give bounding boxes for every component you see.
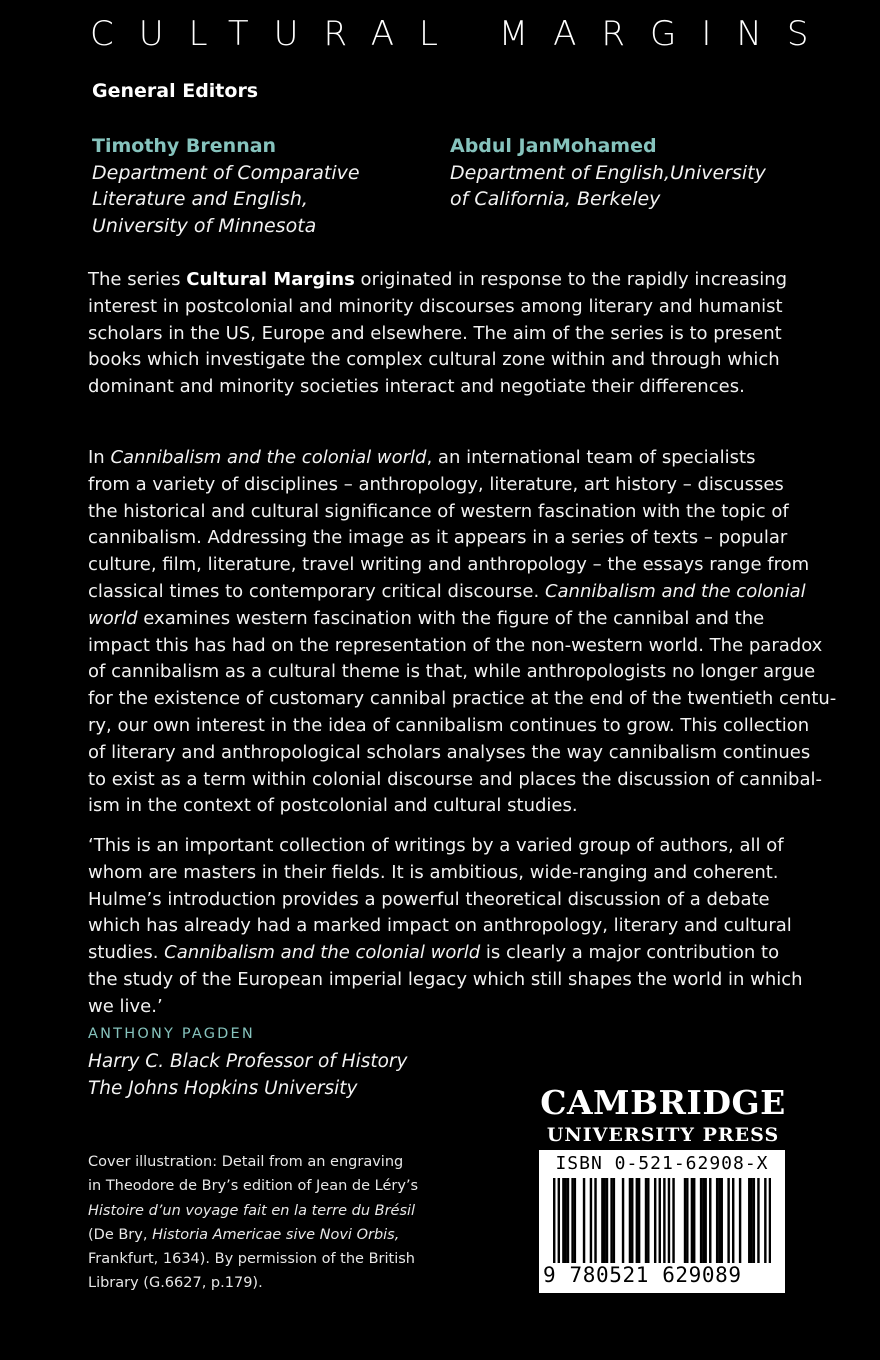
text-run: is clearly a major contribution to bbox=[480, 942, 780, 964]
editor-name: Timothy Brennan bbox=[92, 135, 277, 157]
credit-line: Frankfurt, 1634). By permission of the British bbox=[88, 1251, 415, 1268]
credit-line: Cover illustration: Detail from an engraving bbox=[88, 1154, 404, 1170]
paragraph-line: scholars in the US, Europe and elsewhere. The aim of the series is to present bbox=[88, 322, 782, 344]
paragraph-line bbox=[88, 445, 793, 472]
paragraph-line: from a variety of disciplines – anthropology, literature, art history – discusses bbox=[88, 473, 784, 495]
paragraph-line: for the existence of customary cannibal practice at the end of the twentieth centu- bbox=[88, 688, 837, 710]
barcode-bar bbox=[739, 1178, 741, 1266]
barcode-bar bbox=[631, 1178, 633, 1266]
paragraph-line: dominant and minority societies interact and negotiate their differences. bbox=[88, 376, 745, 398]
barcode-bar bbox=[622, 1178, 624, 1266]
book-title: Cannibalism and the colonial world bbox=[110, 447, 427, 468]
editor-dept-line: Literature and English, bbox=[92, 188, 308, 210]
reviewer-affiliation bbox=[88, 1048, 408, 1102]
barcode-bar bbox=[571, 1178, 573, 1266]
barcode-bar bbox=[636, 1178, 638, 1266]
paragraph-line: culture, film, literature, travel writing and anthropology – the essays range from bbox=[88, 554, 810, 576]
barcode-bar bbox=[645, 1178, 647, 1266]
barcode-bar bbox=[691, 1178, 693, 1266]
affiliation-line: The Johns Hopkins University bbox=[88, 1078, 358, 1099]
barcode-bar bbox=[732, 1178, 734, 1266]
credit-line bbox=[88, 1223, 418, 1247]
barcode-bar bbox=[562, 1178, 564, 1266]
barcode-bar bbox=[590, 1178, 592, 1266]
barcode-bar bbox=[610, 1178, 612, 1266]
paragraph-line: impact this has had on the representation of the non-western world. The paradox bbox=[88, 634, 823, 656]
text-run: studies. bbox=[88, 942, 165, 964]
barcode-bar bbox=[716, 1178, 718, 1266]
paragraph-line: ‘This is an important collection of writings by a varied group of authors, all of bbox=[88, 835, 784, 856]
barcode-bar bbox=[757, 1178, 759, 1266]
barcode-bar bbox=[684, 1178, 686, 1266]
editor-dept-line: of California, Berkeley bbox=[450, 188, 661, 210]
cover-credit bbox=[88, 1150, 418, 1296]
paragraph-line: cannibalism. Addressing the image as it appears in a series of texts – popular bbox=[88, 527, 788, 549]
review-quote bbox=[88, 833, 803, 1021]
barcode-bar bbox=[567, 1178, 569, 1266]
paragraph-line: of cannibalism as a cultural theme is that, while anthropologists no longer argue bbox=[88, 661, 816, 683]
text-run: , an international team of specialists bbox=[426, 447, 756, 468]
editor-brennan bbox=[92, 133, 422, 239]
barcode-bar bbox=[709, 1178, 711, 1266]
series-title: CULTURAL MARGINS bbox=[90, 14, 834, 54]
barcode-bar bbox=[686, 1178, 688, 1266]
barcode-bar bbox=[753, 1178, 755, 1266]
editor-dept-line: Department of Comparative bbox=[92, 161, 360, 184]
paragraph-line: ry, our own interest in the idea of cannibalism continues to grow. This collection bbox=[88, 714, 810, 736]
barcode-bar bbox=[564, 1178, 566, 1266]
barcode-bar bbox=[647, 1178, 649, 1266]
barcode-bar bbox=[654, 1178, 656, 1266]
paragraph-line: Hulme’s introduction provides a powerful theoretical discussion of a debate bbox=[88, 888, 770, 910]
paragraph-line bbox=[88, 606, 793, 633]
paragraph-line: the historical and cultural significance of western fascination with the topic of bbox=[88, 500, 789, 522]
editor-department bbox=[450, 160, 790, 213]
credit-line: in Theodore de Bry’s edition of Jean de Léry’s bbox=[88, 1178, 419, 1195]
barcode-bar bbox=[672, 1178, 674, 1266]
text-run: (De Bry, bbox=[88, 1226, 153, 1243]
reviewer-name: ANTHONY PAGDEN bbox=[88, 1026, 255, 1042]
paragraph-line: whom are masters in their fields. It is ambitious, wide-ranging and coherent. bbox=[88, 861, 779, 883]
paragraph-line bbox=[88, 940, 793, 967]
barcode-bar bbox=[574, 1178, 576, 1266]
barcode-bar bbox=[638, 1178, 640, 1266]
barcode-bar bbox=[583, 1178, 585, 1266]
publisher-press: UNIVERSITY PRESS bbox=[546, 1124, 780, 1146]
barcode-bar bbox=[601, 1178, 603, 1266]
text-run: The series bbox=[88, 269, 187, 290]
barcode-bar bbox=[668, 1178, 670, 1266]
text-run: originated in response to the rapidly increasing bbox=[354, 269, 788, 290]
barcode-bar bbox=[603, 1178, 605, 1266]
barcode-bar bbox=[721, 1178, 723, 1266]
barcode-bar bbox=[613, 1178, 615, 1266]
barcode-bar bbox=[594, 1178, 596, 1266]
editor-dept-line: Department of English,University bbox=[450, 161, 766, 184]
book-description bbox=[88, 445, 837, 820]
paragraph-line: books which investigate the complex cultural zone within and through which bbox=[88, 349, 780, 371]
barcode-bar bbox=[606, 1178, 608, 1266]
barcode bbox=[539, 1150, 785, 1293]
text-run: examines western fascination with the figure of the cannibal and the bbox=[137, 607, 765, 629]
barcode-bar bbox=[750, 1178, 752, 1266]
paragraph-line: we live.’ bbox=[88, 995, 163, 1017]
book-title-italic: Cannibalism and the colonial bbox=[544, 580, 806, 602]
barcode-bar bbox=[718, 1178, 720, 1266]
book-title-italic: Cannibalism and the colonial world bbox=[164, 942, 481, 964]
paragraph-line: to exist as a term within colonial discourse and places the discussion of cannibal- bbox=[88, 768, 822, 790]
series-description bbox=[88, 267, 793, 401]
paragraph-line: interest in postcolonial and minority discourses among literary and humanist bbox=[88, 295, 783, 317]
barcode-bar bbox=[704, 1178, 706, 1266]
editor-department bbox=[92, 160, 422, 240]
paragraph-line bbox=[88, 267, 793, 294]
editor-janmohamed bbox=[450, 133, 790, 213]
barcode-bar bbox=[700, 1178, 702, 1266]
publisher-logo bbox=[533, 1083, 793, 1147]
barcode-bar bbox=[693, 1178, 695, 1266]
paragraph-line bbox=[88, 579, 806, 606]
book-title-italic: world bbox=[88, 607, 138, 629]
isbn-label: ISBN 0-521-62908-X bbox=[555, 1153, 769, 1174]
barcode-bar bbox=[702, 1178, 704, 1266]
text-run: classical times to contemporary critical discourse. bbox=[88, 580, 545, 602]
paragraph-line: of literary and anthropological scholars analyses the way cannibalism continues bbox=[88, 741, 811, 763]
series-name: Cultural Margins bbox=[186, 269, 355, 290]
text-run: In bbox=[88, 447, 111, 468]
barcode-bar bbox=[629, 1178, 631, 1266]
barcode-digits: 9 780521 629089 bbox=[543, 1263, 783, 1287]
barcode-bar bbox=[727, 1178, 729, 1266]
credit-line: Histoire d’un voyage fait en la terre du Brésil bbox=[88, 1202, 416, 1219]
barcode-bar bbox=[748, 1178, 750, 1266]
editor-dept-line: University of Minnesota bbox=[92, 214, 317, 237]
credit-line: Library (G.6627, p.179). bbox=[88, 1275, 263, 1292]
editor-name: Abdul JanMohamed bbox=[450, 135, 657, 157]
text-run-italic: Historia Americae sive Novi Orbis, bbox=[152, 1226, 400, 1243]
paragraph-line: the study of the European imperial legacy which still shapes the world in which bbox=[88, 968, 803, 990]
publisher-name: CAMBRIDGE bbox=[540, 1083, 786, 1122]
editors-heading: General Editors bbox=[92, 80, 259, 102]
paragraph-line: ism in the context of postcolonial and cultural studies. bbox=[88, 795, 578, 817]
paragraph-line: which has already had a marked impact on anthropology, literary and cultural bbox=[88, 915, 792, 937]
affiliation-line: Harry C. Black Professor of History bbox=[88, 1051, 408, 1072]
